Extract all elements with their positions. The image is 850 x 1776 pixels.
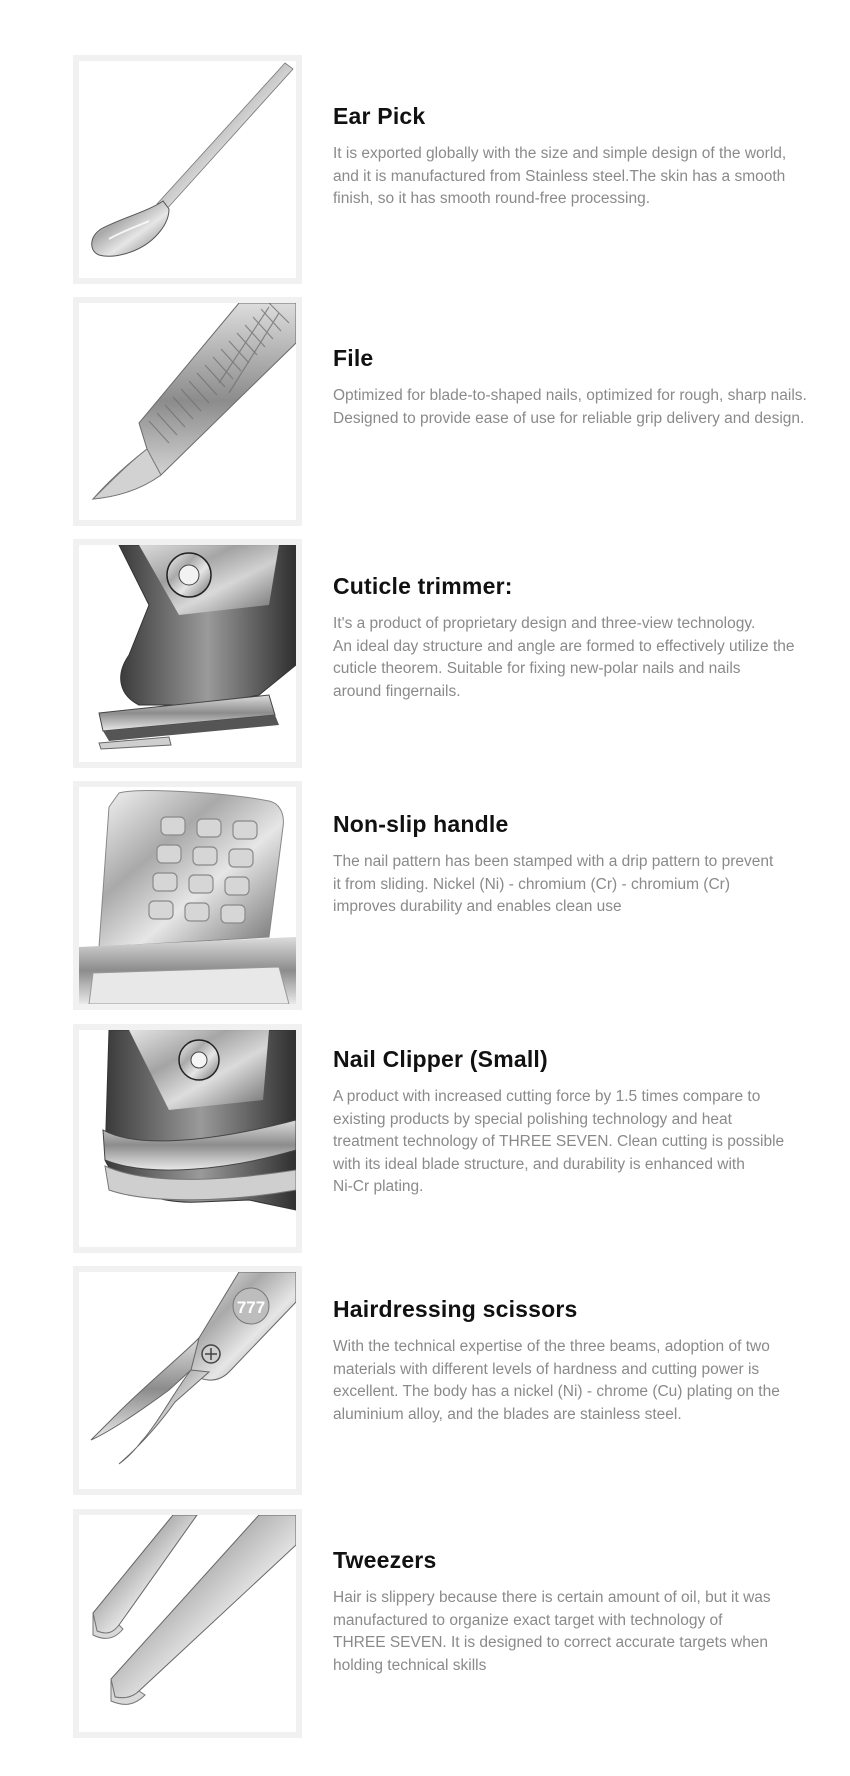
product-image-frame [73, 781, 302, 1010]
cuticle-trimmer-icon [79, 545, 296, 762]
product-title: Cuticle trimmer: [333, 573, 513, 599]
product-title: Ear Pick [333, 103, 426, 129]
product-description: A product with increased cutting force by 1.5 times compare to existing products by special polishing technology and heat treatment technology of THREE SEVEN. Clean cutting is possible with its ideal blade structure, and durability is enhanced with Ni-Cr plating. [333, 1088, 785, 1195]
product-title: Non-slip handle [333, 811, 509, 837]
product-image-frame [73, 1509, 302, 1738]
product-title: Tweezers [333, 1547, 437, 1573]
brand-logo-text: 777 [236, 1298, 266, 1317]
product-description: The nail pattern has been stamped with a drip pattern to prevent it from sliding. Nickel (Ni) - chromium (Cr) - chromium (Cr) improves durability and enables clean use [333, 853, 774, 915]
product-image-frame [73, 55, 302, 284]
product-description: Optimized for blade-to-shaped nails, optimized for rough, sharp nails. Designed to provide ease of use for reliable grip delivery and design. [333, 387, 807, 427]
product-image-frame [73, 1024, 302, 1253]
product-description: With the technical expertise of the three beams, adoption of two materials with different levels of hardness and cutting power is excellent. The body has a nickel (Ni) - chrome (Cu) plating on the aluminium alloy, and the blades are stainless steel. [333, 1338, 780, 1423]
product-description: Hair is slippery because there is certain amount of oil, but it was manufactured to organize exact target with technology of THREE SEVEN. It is designed to correct accurate targets when holding technical skills [333, 1589, 771, 1674]
nail-file-icon [79, 303, 296, 520]
non-slip-handle-icon [79, 787, 296, 1004]
scissors-icon [79, 1272, 296, 1489]
product-image-frame [73, 1266, 302, 1495]
product-image-frame [73, 297, 302, 526]
ear-pick-icon [79, 61, 296, 278]
nail-clipper-icon [79, 1030, 296, 1247]
product-title: Nail Clipper (Small) [333, 1046, 548, 1072]
product-description: It's a product of proprietary design and three-view technology. An ideal day structure and angle are formed to effectively utilize the cuticle theorem. Suitable for fixing new-polar nails and nails around fingernails. [333, 615, 795, 700]
product-description: It is exported globally with the size and simple design of the world, and it is manufactured from Stainless steel.The skin has a smooth finish, so it has smooth round-free processing. [333, 145, 787, 207]
tweezers-icon [79, 1515, 296, 1732]
product-title: Hairdressing scissors [333, 1296, 578, 1322]
product-title: File [333, 345, 374, 371]
product-image-frame [73, 539, 302, 768]
